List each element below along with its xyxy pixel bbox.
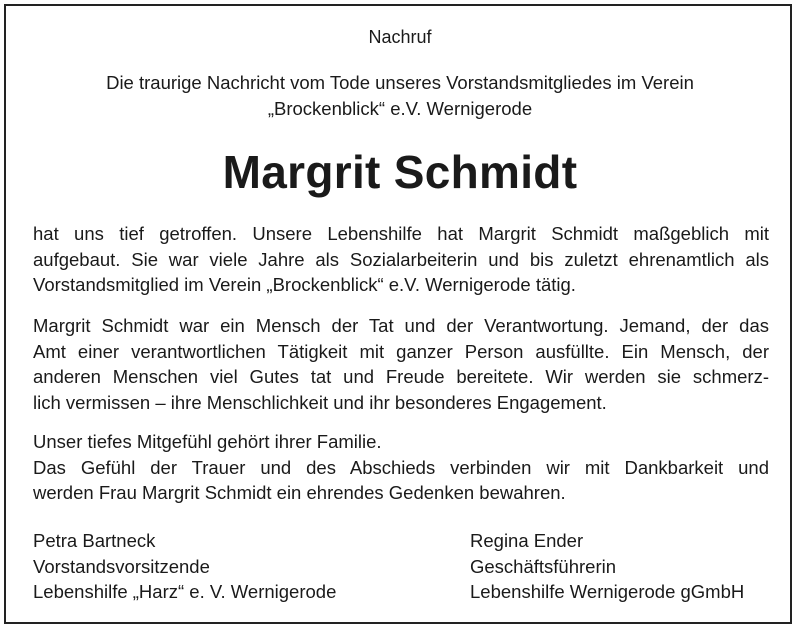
signer-role: Geschäftsführerin <box>470 555 617 577</box>
signer-organization: Lebenshilfe „Harz“ e. V. Wernigerode <box>33 581 337 602</box>
paragraph-line: Das Gefühl der Trauer und des Abschieds verbinden wir mit Dankbarkeit und <box>33 456 769 478</box>
paragraph-line: anderen Menschen viel Gutes tat und Freude bereitete. Wir werden sie schmerz- <box>33 366 769 387</box>
signature-left <box>33 528 336 605</box>
signer-name: Regina Ender <box>470 530 584 551</box>
paragraph-1 <box>33 221 769 298</box>
paragraph-line: hat uns tief getroffen. Unsere Lebenshilfe hat Margrit Schmidt maßgeblich mit <box>33 223 769 244</box>
signer-name: Petra Bartneck <box>33 530 156 551</box>
paragraph-line: Vorstandsmitglied im Verein „Brockenblick“ e.V. Wernigerode tätig. <box>33 274 576 295</box>
paragraph-line: aufgebaut. Sie war viele Jahre als Sozialarbeiterin und bis zuletzt ehrenamtlich als <box>33 248 769 270</box>
paragraph-line: Margrit Schmidt war ein Mensch der Tat und der Verantwortung. Jemand, der das <box>33 315 769 336</box>
paragraph-line: werden Frau Margrit Schmidt ein ehrendes Gedenken bewahren. <box>33 482 566 503</box>
intro-text <box>0 70 800 122</box>
paragraph-3 <box>33 429 769 506</box>
notice-overline: Nachruf <box>368 27 432 47</box>
signer-role: Vorstandsvorsitzende <box>33 555 210 577</box>
intro-line: Die traurige Nachricht vom Tode unseres Vorstandsmitgliedes im Verein <box>106 72 694 93</box>
signature-right <box>470 528 744 605</box>
signer-organization: Lebenshilfe Wernigerode gGmbH <box>470 581 745 602</box>
deceased-name: Margrit Schmidt <box>222 146 578 198</box>
paragraph-line: Amt einer verantwortlichen Tätigkeit mit ganzer Person ausfüllte. Ein Mensch, der <box>33 340 769 362</box>
paragraph-line: Unser tiefes Mitgefühl gehört ihrer Familie. <box>33 431 382 452</box>
intro-line: „Brockenblick“ e.V. Wernigerode <box>267 98 533 119</box>
paragraph-line: lich vermissen – ihre Menschlichkeit und ihr besonderes Engagement. <box>33 391 607 413</box>
paragraph-2 <box>33 313 769 415</box>
